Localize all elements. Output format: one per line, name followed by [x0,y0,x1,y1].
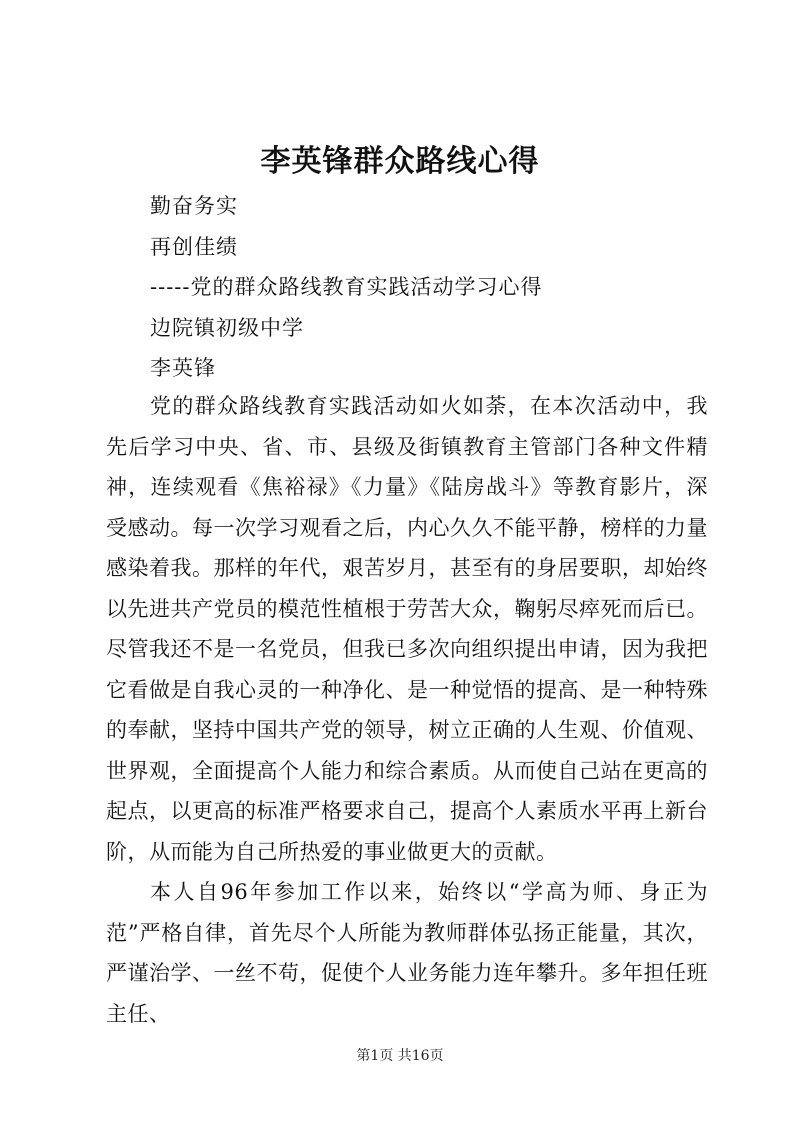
body-paragraph: 本人自96年参加工作以来，始终以“学高为师、身正为范”严格自律，首先尽个人所能为教师群体弘扬正能量，其次，严谨治学、一丝不苟，促使个人业务能力连年攀升。多年担任班主任、 [106,880,708,1026]
header-line: -----党的群众路线教育实践活动学习心得 [150,275,543,299]
body-paragraph: 党的群众路线教育实践活动如火如荼，在本次活动中，我先后学习中央、省、市、县级及街镇教育主管部门各种文件精神，连续观看《焦裕禄》《力量》《陆房战斗》等教育影片，深受感动。每一次学习观看之后，内心久久不能平静，榜样的力量感染着我。那样的年代，艰苦岁月，甚至有的身居要职，却始终以先进共产党员的模范性植根于劳苦大众，鞠躬尽瘁死而后已。尽管我还不是一名党员，但我已多次向组织提出申请，因为我把它看做是自我心灵的一种净化、是一种觉悟的提高、是一种特殊的奉献，坚持中国共产党的领导，树立正确的人生观、价值观、世界观，全面提高个人能力和综合素质。从而使自己站在更高的起点，以更高的标准严格要求自己，提高个人素质水平再上新台阶，从而能为自己所热爱的事业做更大的贡献。 [106,394,708,864]
header-line: 勤奋务实 [150,194,238,218]
header-line: 再创佳绩 [150,234,238,259]
author-name: 李英锋 [150,356,216,380]
document-body [106,386,708,1034]
page-footer: 第1页 共16页 [356,1048,444,1064]
school-name: 边院镇初级中学 [150,315,304,340]
document-title: 李英锋群众路线心得 [260,144,540,179]
header-lines [150,186,710,389]
